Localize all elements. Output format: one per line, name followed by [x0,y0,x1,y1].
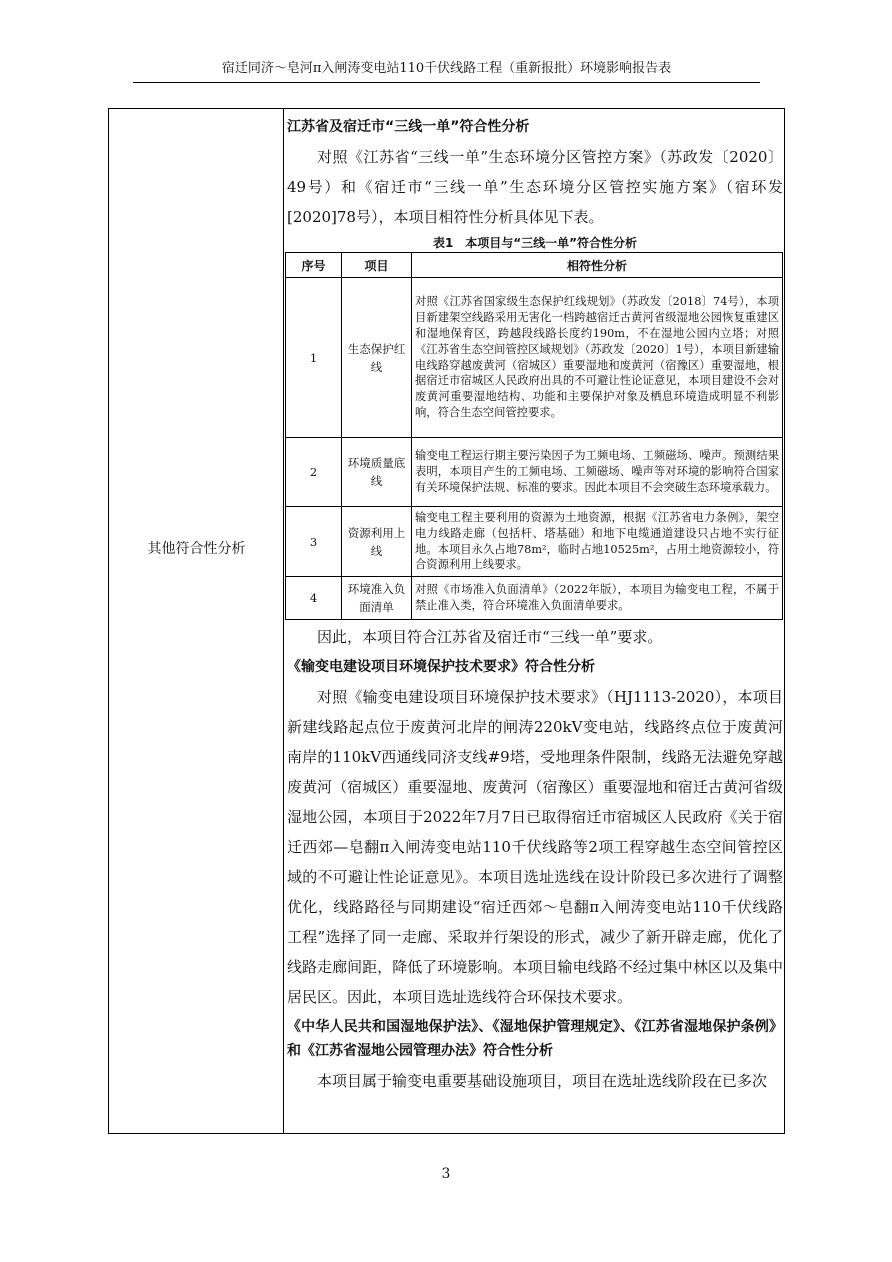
row-analysis: 输变电工程主要利用的资源为土地资源，根据《江苏省电力条例》，架空电力线路走廊（包括杆、塔基础）和地下电缆通道建设只占地不实行征地。本项目永久占地78m²，临时占地10525m²，占用土地资源较小，符合资源利用上线要求。 [412,507,783,577]
document-header: 宿迁同济～皂河π入闸涛变电站110千伏线路工程（重新报批）环境影响报告表 [221,61,672,76]
row-item: 环境质量底线 [342,438,412,507]
row-analysis: 对照《江苏省国家级生态保护红线规划》（苏政发〔2018〕74号），本项目新建架空线路采用无害化一档跨越宿迁古黄河省级湿地公园恢复重建区和湿地保育区，跨越段线路长度约190m，不在湿地公园内立塔；对照《江苏省生态空间管控区域规划》（苏政发〔2020〕1号），本项目新建输电线路穿越废黄河（宿城区）重要湿地和废黄河（宿豫区）重要湿地，根据宿迁市宿城区人民政府出具的不可避让性论证意见，本项目建设不会对废黄河重要湿地结构、功能和主要保护对象及栖息环境造成明显不利影响，符合生态空间管控要求。 [412,278,783,438]
section-heading-technical-requirements: 《输变电建设项目环境保护技术要求》符合性分析 [287,659,595,675]
section-conclusion: 因此，本项目符合江苏省及宿迁市“三线一单”要求。 [317,628,663,646]
row-number: 2 [286,438,342,507]
row-item: 环境准入负面清单 [342,577,412,620]
section-heading-three-lines: 江苏省及宿迁市“三线一单”符合性分析 [287,119,530,135]
row-item: 资源利用上线 [342,507,412,577]
section-body-technical-requirements: 对照《输变电建设项目环境保护技术要求》（HJ1113-2020），本项目新建线路起点位于废黄河北岸的闸涛220kV变电站，线路终点位于废黄河南岸的110kV西通线同济支线#9塔，受地理条件限制，线路无法避免穿越废黄河（宿城区）重要湿地、废黄河（宿豫区）重要湿地和宿迁古黄河省级湿地公园，本项目于2022年7月7日已取得宿迁市宿城区人民政府《关于宿迁西郊—皂翻π入闸涛变电站110千伏线路等2项工程穿越生态空间管控区域的不可避让性论证意见》。本项目选址选线在设计阶段已多次进行了调整优化，线路路径与同期建设“宿迁西郊～皂翻π入闸涛变电站110千伏线路工程”选择了同一走廊、采取并行架设的形式，减少了新开辟走廊，优化了线路走廊间距，降低了环境影响。本项目输电线路不经过集中林区以及集中居民区。因此，本项目选址选线符合环保技术要求。 [287,688,783,1006]
table-caption: 表1 本项目与“三线一单”符合性分析 [432,236,638,250]
row-number: 1 [286,278,342,438]
header-rule [133,82,760,83]
column-divider [283,108,284,1134]
header-item: 项目 [342,253,412,278]
table-row [286,438,783,507]
page-number: 3 [441,1166,451,1182]
section-body-wetland-laws: 本项目属于输变电重要基础设施项目，项目在选址选线阶段在已多次 [317,1072,768,1090]
section-intro: 对照《江苏省“三线一单”生态环境分区管控方案》（苏政发〔2020〕49号）和《宿迁市“三线一单”生态环境分区管控实施方案》（宿环发[2020]78号），本项目相符性分析具体见下表。 [287,148,783,226]
header-analysis: 相符性分析 [412,253,783,278]
table-row [286,507,783,577]
row-number: 3 [286,507,342,577]
section-heading-wetland-laws: 《中华人民共和国湿地保护法》、《湿地保护管理规定》、《江苏省湿地保护条例》和《江苏省湿地公园管理办法》符合性分析 [287,1019,783,1059]
row-analysis: 输变电工程运行期主要污染因子为工频电场、工频磁场、噪声。预测结果表明，本项目产生的工频电场、工频磁场、噪声等对环境的影响符合国家有关环境保护法规、标准的要求。因此本项目不会突破生态环境承载力。 [412,438,783,507]
table-header-row [286,253,783,278]
row-number: 4 [286,577,342,620]
table-row [286,577,783,620]
row-label: 其他符合性分析 [147,541,246,557]
header-no: 序号 [286,253,342,278]
table-row [286,278,783,438]
content-cell [287,110,783,1096]
compliance-table [285,252,783,620]
row-analysis: 对照《市场准入负面清单》（2022年版），本项目为输变电工程，不属于禁止准入类，符合环境准入负面清单要求。 [412,577,783,620]
row-item: 生态保护红线 [342,278,412,438]
